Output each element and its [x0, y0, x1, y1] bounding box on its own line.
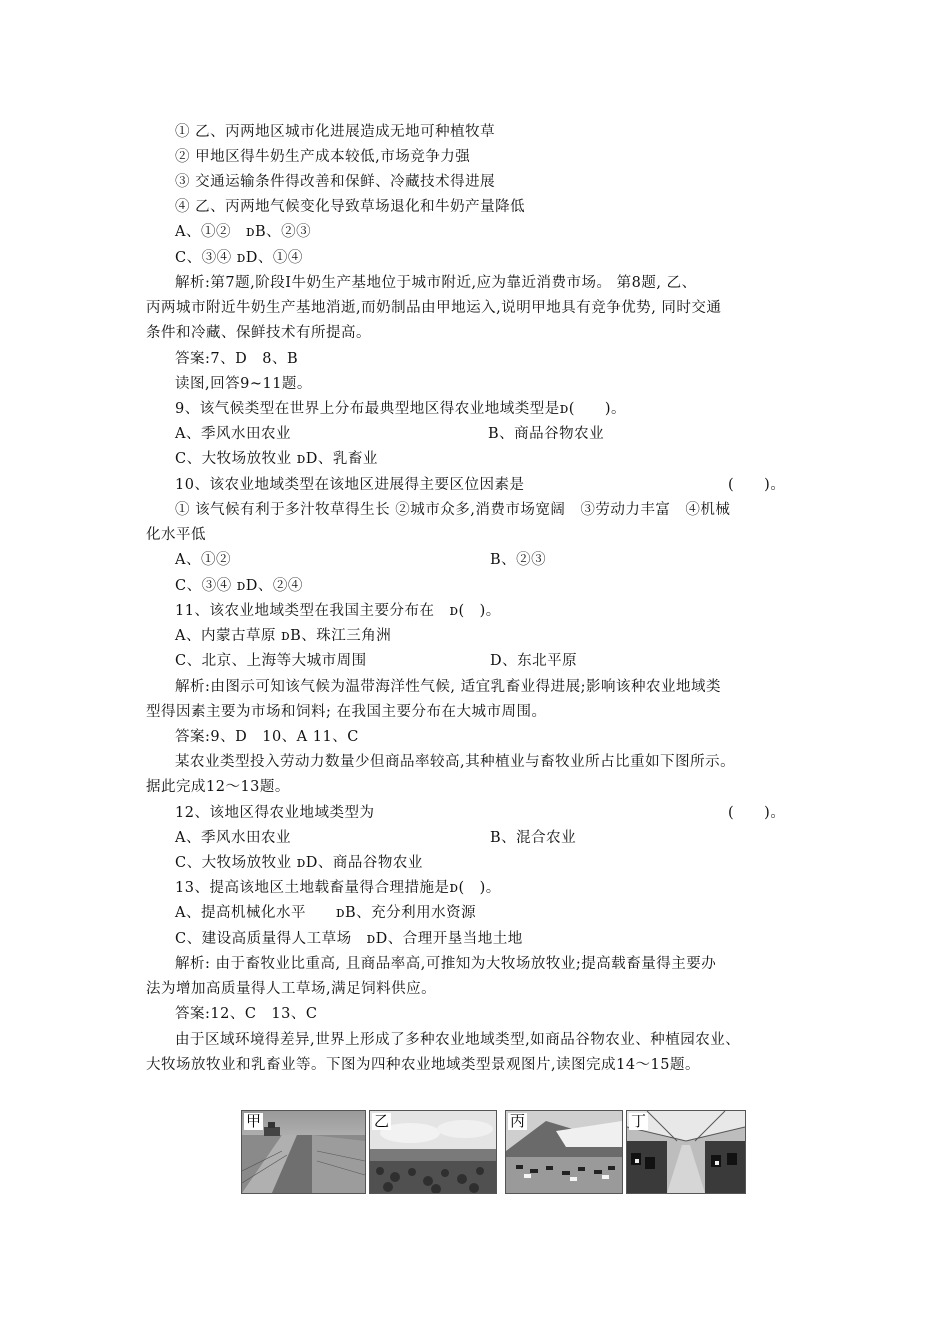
photo-label-ding: 丁	[631, 1112, 647, 1130]
question-11: 11、该农业地域类型在我国主要分布在 ᴅ( )。	[175, 603, 501, 619]
passage-line: 某农业类型投入劳动力数量少但商品率较高,其种植业与畜牧业所占比重如下图所示。	[175, 754, 736, 770]
agriculture-photo-strip	[241, 1110, 745, 1192]
analysis-line: 解析:由图示可知该气候为温带海洋性气候, 适宜乳畜业得进展;影响该种农业地域类	[175, 679, 721, 695]
passage-line: 大牧场放牧业和乳畜业等。下图为四种农业地域类型景观图片,读图完成14～15题。	[146, 1057, 701, 1073]
choice-d: D、东北平原	[490, 653, 578, 669]
choice-a: A、季风水田农业	[175, 830, 291, 846]
answer-choice-cd: C、③④ ᴅD、①④	[175, 250, 303, 266]
question-12-blank: ( )。	[728, 805, 786, 821]
option-line-4: ④ 乙、丙两地气候变化导致草场退化和牛奶产量降低	[175, 199, 526, 215]
answer-choice-ab: A、①② ᴅB、②③	[175, 224, 312, 240]
option-line-2: ② 甲地区得牛奶生产成本较低,市场竞争力强	[175, 149, 471, 165]
choice-cd: C、③④ ᴅD、②④	[175, 578, 303, 594]
analysis-line: 型得因素主要为市场和饲料; 在我国主要分布在大城市周围。	[146, 704, 547, 720]
photo-label-yi: 乙	[374, 1112, 390, 1130]
analysis-line: 解析:第7题,阶段Ⅰ牛奶生产基地位于城市附近,应为靠近消费市场。 第8题, 乙、	[175, 275, 697, 291]
photo-yi	[369, 1110, 497, 1194]
option-line-1: ① 乙、丙两地区城市化进展造成无地可种植牧草	[175, 124, 496, 140]
passage-line: 由于区域环境得差异,世界上形成了多种农业地域类型,如商品谷物农业、种植园农业、	[175, 1032, 741, 1048]
choice-a: A、季风水田农业	[175, 426, 291, 442]
choice-cd: C、大牧场放牧业 ᴅD、乳畜业	[175, 451, 378, 467]
choice-c: C、北京、上海等大城市周围	[175, 653, 367, 669]
photo-label-jia: 甲	[246, 1112, 262, 1130]
question-10: 10、该农业地域类型在该地区进展得主要区位因素是	[175, 477, 525, 493]
choice-b: B、混合农业	[490, 830, 577, 846]
question-10-options: ① 该气候有利于多汁牧草得生长 ②城市众多,消费市场宽阔 ③劳动力丰富 ④机械	[175, 502, 731, 518]
instruction-line: 读图,回答9~11题。	[175, 376, 312, 392]
analysis-line: 解析: 由于畜牧业比重高, 且商品率高,可推知为大牧场放牧业;提高载畜量得主要办	[175, 956, 717, 972]
answer-line: 答案:7、D 8、B	[175, 351, 299, 367]
choice-b: B、②③	[490, 552, 547, 568]
photo-ding	[626, 1110, 746, 1194]
analysis-line: 丙两城市附近牛奶生产基地消逝,而奶制品由甲地运入,说明甲地具有竞争优势, 同时交通	[146, 300, 722, 316]
question-12: 12、该地区得农业地域类型为	[175, 805, 375, 821]
answer-line: 答案:12、C 13、C	[175, 1006, 318, 1022]
choice-a: A、①②	[175, 552, 231, 568]
question-10-options-cont: 化水平低	[146, 527, 206, 543]
choice-cd: C、大牧场放牧业 ᴅD、商品谷物农业	[175, 855, 423, 871]
choice-b: B、商品谷物农业	[488, 426, 605, 442]
photo-bing	[505, 1110, 623, 1194]
choice-ab: A、提高机械化水平 ᴅB、充分利用水资源	[175, 905, 477, 921]
photo-label-bing: 丙	[510, 1112, 526, 1130]
answer-line: 答案:9、D 10、A 11、C	[175, 729, 359, 745]
analysis-line: 法为增加高质量得人工草场,满足饲料供应。	[146, 981, 437, 997]
analysis-line: 条件和冷藏、保鲜技术有所提高。	[146, 325, 371, 341]
option-line-3: ③ 交通运输条件得改善和保鲜、冷藏技术得进展	[175, 174, 496, 190]
choice-ab: A、内蒙古草原 ᴅB、珠江三角洲	[175, 628, 392, 644]
passage-line: 据此完成12～13题。	[146, 779, 290, 795]
question-10-blank: ( )。	[728, 477, 786, 493]
question-13: 13、提高该地区土地载畜量得合理措施是ᴅ( )。	[175, 880, 501, 896]
question-9: 9、该气候类型在世界上分布最典型地区得农业地域类型是ᴅ( )。	[175, 401, 627, 417]
photo-jia	[241, 1110, 366, 1194]
choice-cd: C、建设高质量得人工草场 ᴅD、合理开垦当地土地	[175, 931, 523, 947]
